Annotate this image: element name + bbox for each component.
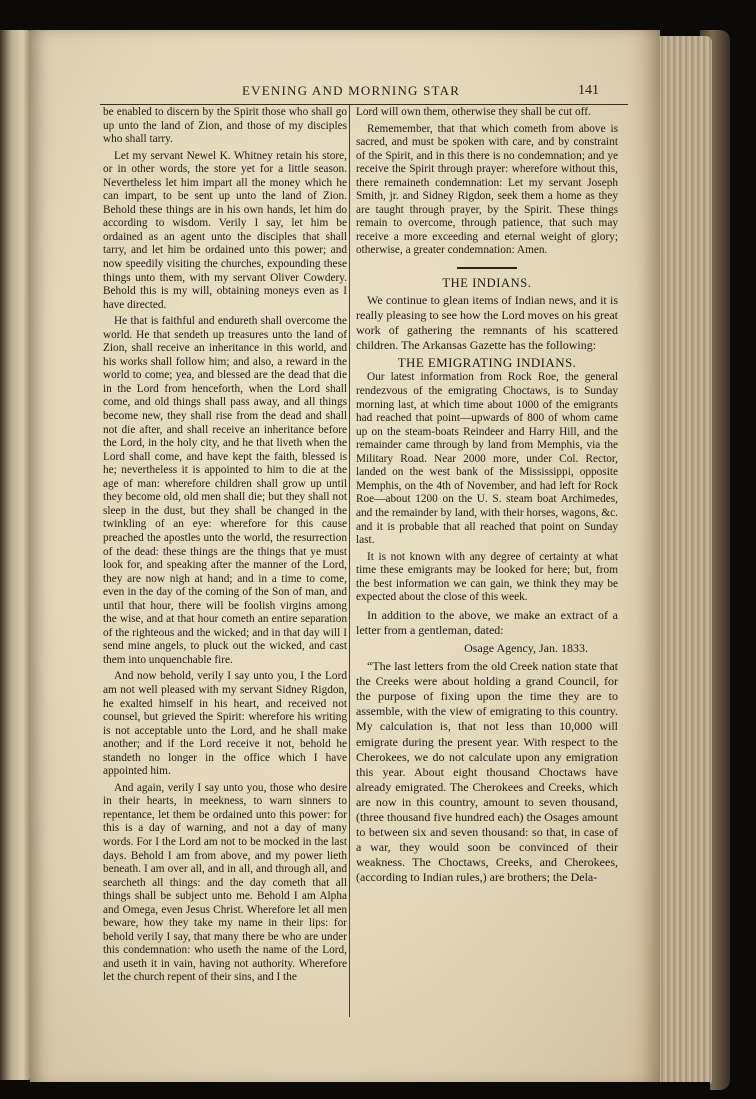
letter-dateline: Osage Agency, Jan. 1833. xyxy=(464,640,588,655)
right-paragraph-1: Lord will own them, otherwise they shall be cut off. xyxy=(356,106,591,118)
bottom-shadow xyxy=(30,1082,710,1099)
article-paragraph-2: It is not known with any degree of certainty at what time these emigrants may be looked for here; but, from the best information we can gain, we think they may be expected about the close of this week. xyxy=(356,550,618,604)
indians-intro-paragraph: We continue to glean items of Indian news, and it is really pleasing to see how the Lord moves on his great work of gathering the remnants of his scattered children. The Arkansas Gazette has the following: xyxy=(356,292,618,352)
letter-text: “The last letters from the old Creek nation state that the Creeks were about holding a grand Council, for the purpose of fixing upon the time they are to assemble, with the view of emigrating to this country. My calculation is, that not less than 10,000 will emigrate during the present year. With respect to the Cherokees, we do not calculate upon any emigration this year. About eight thousand Choctaws have already emigrated. The Cherokees and Creeks, which are now in this country, amount to seven thousand, (three thousand five hundred each) the Osages amount to between six and seven thousand: so that, in case of a war, they would soon be convinced of their weakness. The Choctaws, Creeks, and Cherokees, (according to Indian rules,) are brothers; the Dela- xyxy=(356,659,618,885)
column-divider xyxy=(349,105,350,1017)
header-rule xyxy=(100,104,628,105)
article-subheading: THE EMIGRATING INDIANS. xyxy=(397,354,577,370)
previous-page-edge xyxy=(0,30,32,1080)
left-column xyxy=(103,106,347,985)
left-paragraph-1: be enabled to discern by the Spirit those who shall go up unto the land of Zion, and those of my disciples who shall tarry. xyxy=(103,106,347,146)
left-paragraph-4: And now behold, verily I say unto you, I the Lord am not well pleased with my servant Sidney Rigdon, he exalted himself in his heart, and received not counsel, but grieved the Spirit: wherefore his writing is not acceptable unto the Lord, and he shall make another; and if the Lord receive it not, behold he standeth no longer in the office which I have appointed him. xyxy=(103,670,347,778)
left-paragraph-3: He that is faithful and endureth shall overcome the world. He that sendeth up treasures unto the land of Zion, shall receive an inheritance in this world, and his works shall follow him; and also, a reward in the world to come; yea, and blessed are the dead that die in the Lord from henceforth, when the Lord shall come, and old things shall pass away, and all things become new, they shall rise from the dead and shall not die after, and shall receive an inheritance before the Lord, in the holy city, and he that liveth when the Lord shall come, and have kept the faith, blessed is he; nevertheless it is appointed to him to die at the age of man: wherefore children shall grow up until they become old, old men shall die; but they shall not sleep in the dust, but they shall be changed in the twinkling of an eye: wherefore for this cause preached the apostles unto the world, the resurrection of the dead: these things are the things that ye must look for, and speaking after the manner of the Lord, they are now nigh at hand; and in a time to come, even in the day of the coming of the Son of man, and until that hour, there will be foolish virgins among the wise, and at that hour cometh an entire separation of the righteous and the wicked; and in that day will I send mine angels, to pluck out the wicked, and cast them into unquenchable fire. xyxy=(103,315,347,666)
section-heading: THE INDIANS. xyxy=(442,276,532,291)
right-column xyxy=(356,106,618,885)
extract-intro: In addition to the above, we make an extract of a letter from a gentleman, dated: xyxy=(356,607,618,637)
article-paragraph-1: Our latest information from Rock Roe, the general rendezvous of the emigrating Choctaws, is to Sunday morning last, at which time about 1000 of the emigrants had reached that point—upwards of 800 of whom came up on the steam-boats Reindeer and Harry Hill, and the remainder came through by land from Memphis, via the Military Road. Near 2000 more, under Col. Rector, landed on the west bank of the Mississippi, opposite Memphis, on the 4th of November, and had left for Rock Roe—about 1200 on the U. S. steam boat Archimedes, and the remainder by land, with their horses, wagons, &c. and it is probable that all reached that point on Sunday last. xyxy=(356,371,618,547)
left-paragraph-2: Let my servant Newel K. Whitney retain his store, or in other words, the store yet for a little season. Nevertheless let him impart all the money which he can impart, to be sent up unto the land of Zion. Behold these things are in his own hands, let him do according to wisdom. Verily I say, let him be ordained as an agent unto the disciples that shall tarry, and let him be ordained unto this power; and now speedily visiting the churches, expounding these things unto them, with my servant Oliver Cowdery. Behold this is my will, obtaining moneys even as I have directed. xyxy=(103,149,347,311)
section-divider xyxy=(457,267,517,269)
running-head: EVENING AND MORNING STAR xyxy=(242,83,461,98)
right-paragraph-2: Rememember, that that which cometh from above is sacred, and must be spoken with care, and by constraint of the Spirit, and in this there is no condemnation; and ye receive the Spirit through prayer: wherefore without this, there remaineth condemnation: Let my servant Joseph Smith, jr. and Sidney Rigdon, seek them a home as they are taught through prayer, by the Spirit. These things remain to overcome, through patience, that such may receive a more exceeding and eternal weight of glory; otherwise, a greater condemnation: Amen. xyxy=(356,122,618,257)
left-paragraph-5: And again, verily I say unto you, those who desire in their hearts, in meekness, to warn sinners to repentance, let them be ordained unto this power: for this is a day of warning, and not a day of many words. For I the Lord am not to be mocked in the last days. Behold I am from above, and my power lieth beneath. I am over all, and in all, and through all, and searcheth all things: and the day cometh that all things shall be subject unto me. Behold I am Alpha and Omega, even Jesus Christ. Wherefore let all men beware, how they take my name in their lips: for behold verily I say, that many there be who are under this condemnation: who useth the name of the Lord, and useth it in vain, having not authority. Wherefore let the church repent of their sins, and I the xyxy=(103,781,347,984)
page-number: 141 xyxy=(578,83,599,98)
